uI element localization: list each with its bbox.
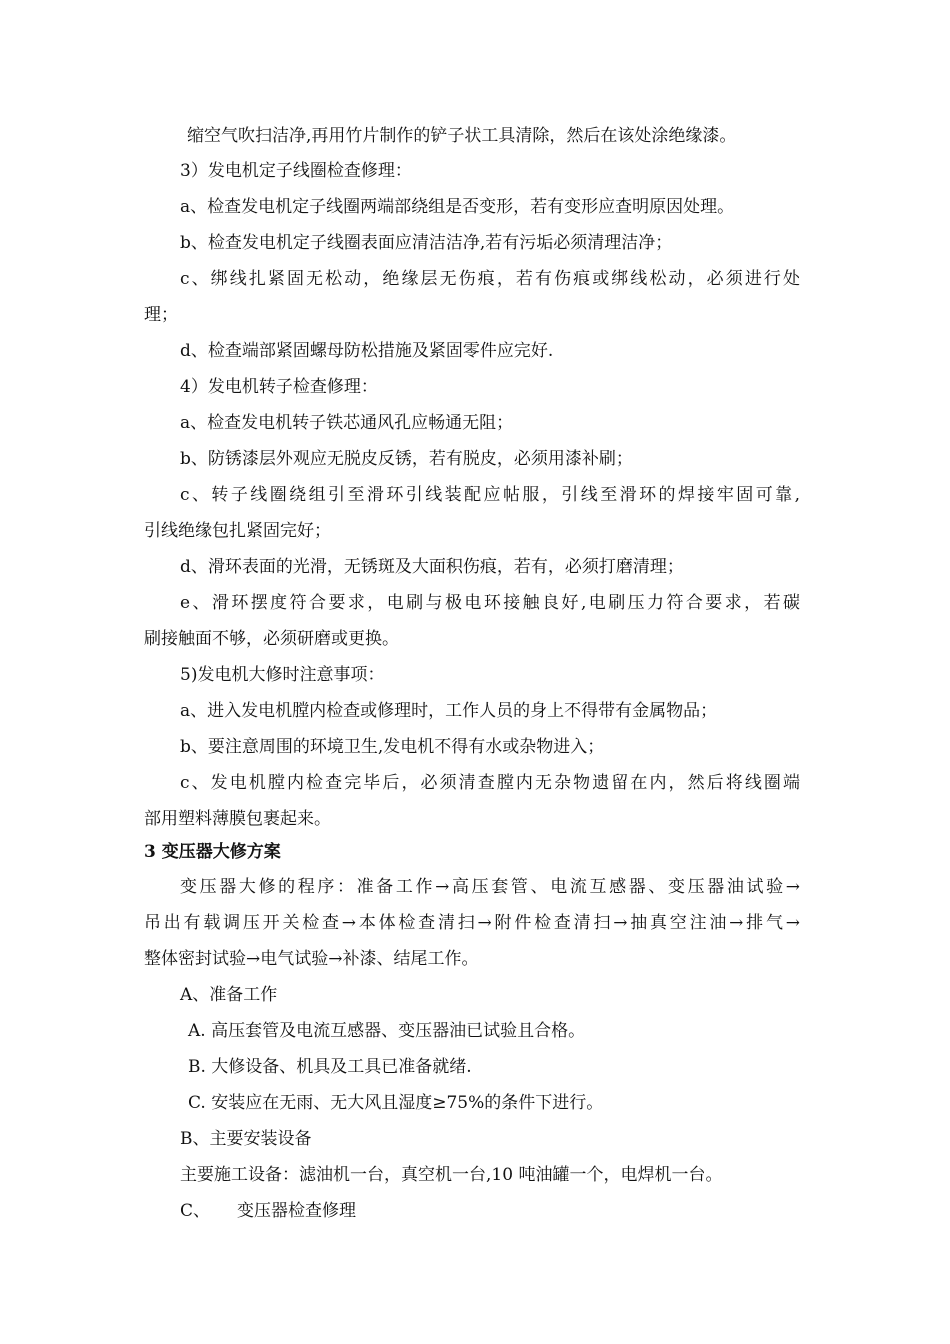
paragraph-line: 整体密封试验→电气试验→补漆、结尾工作。 [144,949,479,969]
list-item: c、转子线圈绕组引至滑环引线装配应帖服，引线至滑环的焊接牢固可靠, [180,485,800,505]
list-item: a、检查发电机转子铁芯通风孔应畅通无阻； [180,413,514,433]
section-heading: 5)发电机大修时注意事项： [180,665,385,685]
list-item: e、滑环摆度符合要求，电刷与极电环接触良好,电刷压力符合要求，若碳 [180,593,800,613]
paragraph-line: 部用塑料薄膜包裹起来。 [144,809,331,829]
subsection-heading: A、准备工作 [180,985,278,1005]
list-item: b、防锈漆层外观应无脱皮反锈，若有脱皮，必须用漆补刷； [180,449,633,469]
list-item: b、检查发电机定子线圈表面应清洁洁净,若有污垢必须清理洁净； [180,233,673,253]
paragraph-line: 缩空气吹扫洁净,再用竹片制作的铲子状工具清除，然后在该处涂绝缘漆。 [187,126,737,146]
list-item: c、发电机膛内检查完毕后，必须清查膛内无杂物遗留在内，然后将线圈端 [180,773,800,793]
list-item: C. 安装应在无雨、无大风且湿度≥75%的条件下进行。 [188,1093,604,1113]
list-item: a、检查发电机定子线圈两端部绕组是否变形，若有变形应查明原因处理。 [180,197,735,217]
paragraph-line: 变压器大修的程序：准备工作→高压套管、电流互感器、变压器油试验→ [180,877,800,897]
paragraph-line: 吊出有载调压开关检查→本体检查清扫→附件检查清扫→抽真空注油→排气→ [144,913,800,933]
list-item: B. 大修设备、机具及工具已准备就绪. [188,1057,472,1077]
subsection-heading: C、 变压器检查修理 [180,1201,357,1221]
list-item: b、要注意周围的环境卫生,发电机不得有水或杂物进入； [180,737,605,757]
section-heading: 3）发电机定子线圈检查修理： [180,161,412,181]
paragraph-line: 引线绝缘包扎紧固完好； [144,521,331,541]
list-item: a、进入发电机膛内检查或修理时，工作人员的身上不得带有金属物品； [180,701,718,721]
paragraph-line: 刷接触面不够，必须研磨或更换。 [144,629,399,649]
paragraph-line: 主要施工设备：滤油机一台，真空机一台,10 吨油罐一个，电焊机一台。 [180,1165,723,1185]
paragraph-line: 理； [144,305,178,325]
list-item: d、滑环表面的光滑，无锈斑及大面积伤痕，若有，必须打磨清理； [180,557,684,577]
section-heading: 4）发电机转子检查修理： [180,377,378,397]
list-item: A. 高压套管及电流互感器、变压器油已试验且合格。 [188,1021,586,1041]
chapter-heading: 3 变压器大修方案 [144,842,281,862]
subsection-heading: B、主要安装设备 [180,1129,312,1149]
list-item: d、检查端部紧固螺母防松措施及紧固零件应完好. [180,341,554,361]
list-item: c、绑线扎紧固无松动，绝缘层无伤痕，若有伤痕或绑线松动，必须进行处 [180,269,800,289]
